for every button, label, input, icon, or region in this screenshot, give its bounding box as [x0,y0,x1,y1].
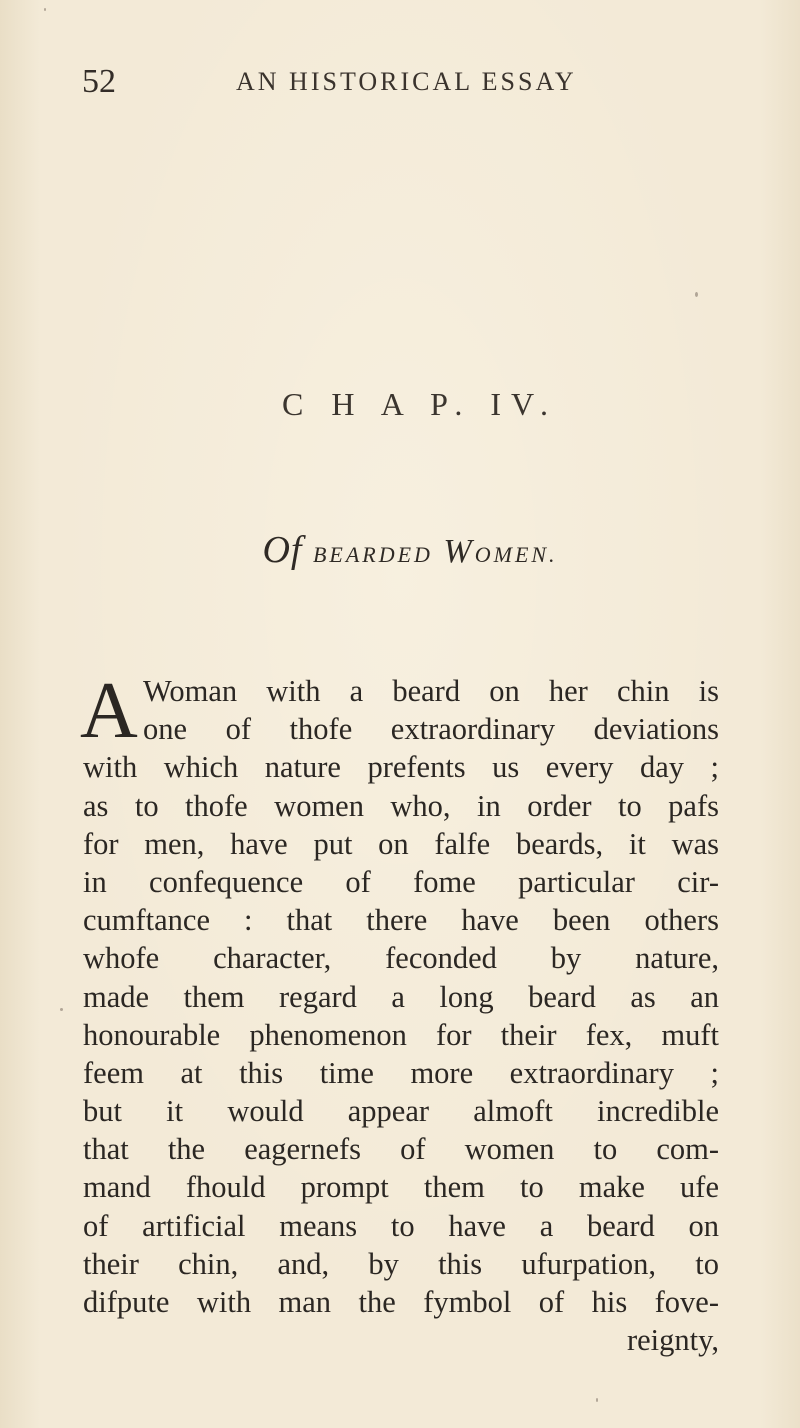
text-line: with which nature prefents us every day ; [83,750,719,785]
text-line: made them regard a long beard as an [83,979,719,1014]
text-line: cumftance : that there have been others [83,903,719,938]
chapter-title [0,528,800,572]
paper-speck [60,1008,63,1011]
paper-speck [44,8,46,11]
chapter-title-omen: OMEN. [474,542,558,567]
paper-speck [695,292,698,297]
catchword-line: reignty, [626,1323,719,1358]
drop-cap: A [80,667,138,755]
chapter-title-bearded: BEARDED [312,542,433,567]
page-header [0,62,800,102]
text-line: for men, have put on falfe beards, it was [83,826,719,861]
text-line: honourable phenomenon for their fex, muft [83,1017,719,1052]
text-line: difpute with man the fymbol of his fove- [83,1285,719,1319]
text-line: in confequence of fome particular cir- [83,864,719,899]
running-head: AN HISTORICAL ESSAY [236,67,577,96]
text-line: whofe character, feconded by nature, [83,941,719,976]
text-line: mand fhould prompt them to make ufe [83,1170,719,1205]
chapter-title-of: Of [262,529,303,571]
text-line: that the eagernefs of women to com- [83,1132,719,1167]
text-line: Woman with a beard on her chin is [143,674,719,708]
text-line: as to thofe women who, in order to pafs [83,788,719,823]
body-text [80,667,719,1359]
text-line: their chin, and, by this ufurpation, to [83,1246,719,1281]
page-number: 52 [82,63,116,100]
text-line: but it would appear almoft incredible [83,1094,719,1129]
paper-speck [596,1398,598,1402]
text-line: one of thofe extraordinary deviations [143,712,719,747]
text-line: feem at this time more extraordinary ; [83,1055,719,1090]
text-line: of artificial means to have a beard on [83,1208,719,1243]
chapter-heading: C H A P. IV. [282,386,558,422]
chapter-title-w: W [443,533,475,570]
